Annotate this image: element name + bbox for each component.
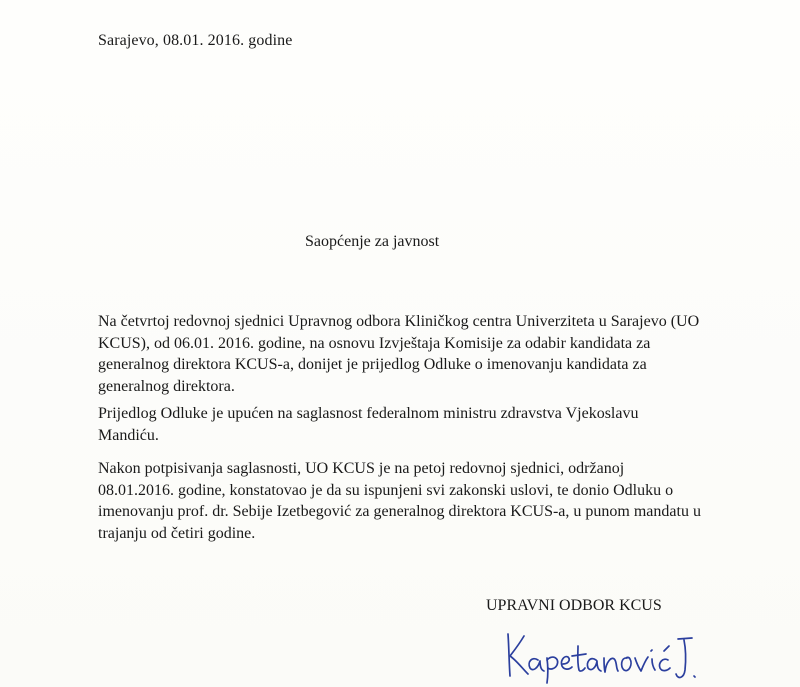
paragraph-line: Na četvrtoj redovnoj sjednici Upravnog odbora Kliničkog centra Univerziteta u Sarajevo (UO xyxy=(98,313,700,330)
paragraph-line: trajanju od četiri godine. xyxy=(98,524,256,542)
paragraph-line: imenovanju prof. dr. Sebije Izetbegović za generalnog direktora KCUS-a, u punom mandatu u xyxy=(98,503,701,520)
paragraph-line: Nakon potpisivanja saglasnosti, UO KCUS je na petoj redovnoj sjednici, održanoj xyxy=(98,460,625,477)
paragraph-line: generalnog direktora KCUS-a, donijet je prijedlog Odluke o imenovanju kandidata za xyxy=(98,356,647,373)
paragraph-line: KCUS), od 06.01. 2016. godine, na osnovu Izvještaja Komisije za odabir kandidata za xyxy=(98,334,651,352)
paragraph-line: 08.01.2016. godine, konstatovao je da su ispunjeni svi zakonski uslovi, te donio Odluku o xyxy=(98,481,674,499)
date-line: Sarajevo, 08.01. 2016. godine xyxy=(98,32,293,49)
handwritten-signature xyxy=(500,626,700,684)
signatory-name: UPRAVNI ODBOR KCUS xyxy=(486,597,662,614)
paragraph-1 xyxy=(98,311,699,397)
paragraph-line: generalnog direktora. xyxy=(98,377,235,395)
paragraph-line: Prijedlog Odluke je upućen na saglasnost federalnom ministru zdravstva Vjekoslavu xyxy=(98,405,639,422)
paragraph-2 xyxy=(98,403,638,446)
paragraph-line: Mandiću. xyxy=(98,426,159,444)
paragraph-3 xyxy=(98,458,701,544)
document-title: Saopćenje za javnost xyxy=(305,233,440,250)
